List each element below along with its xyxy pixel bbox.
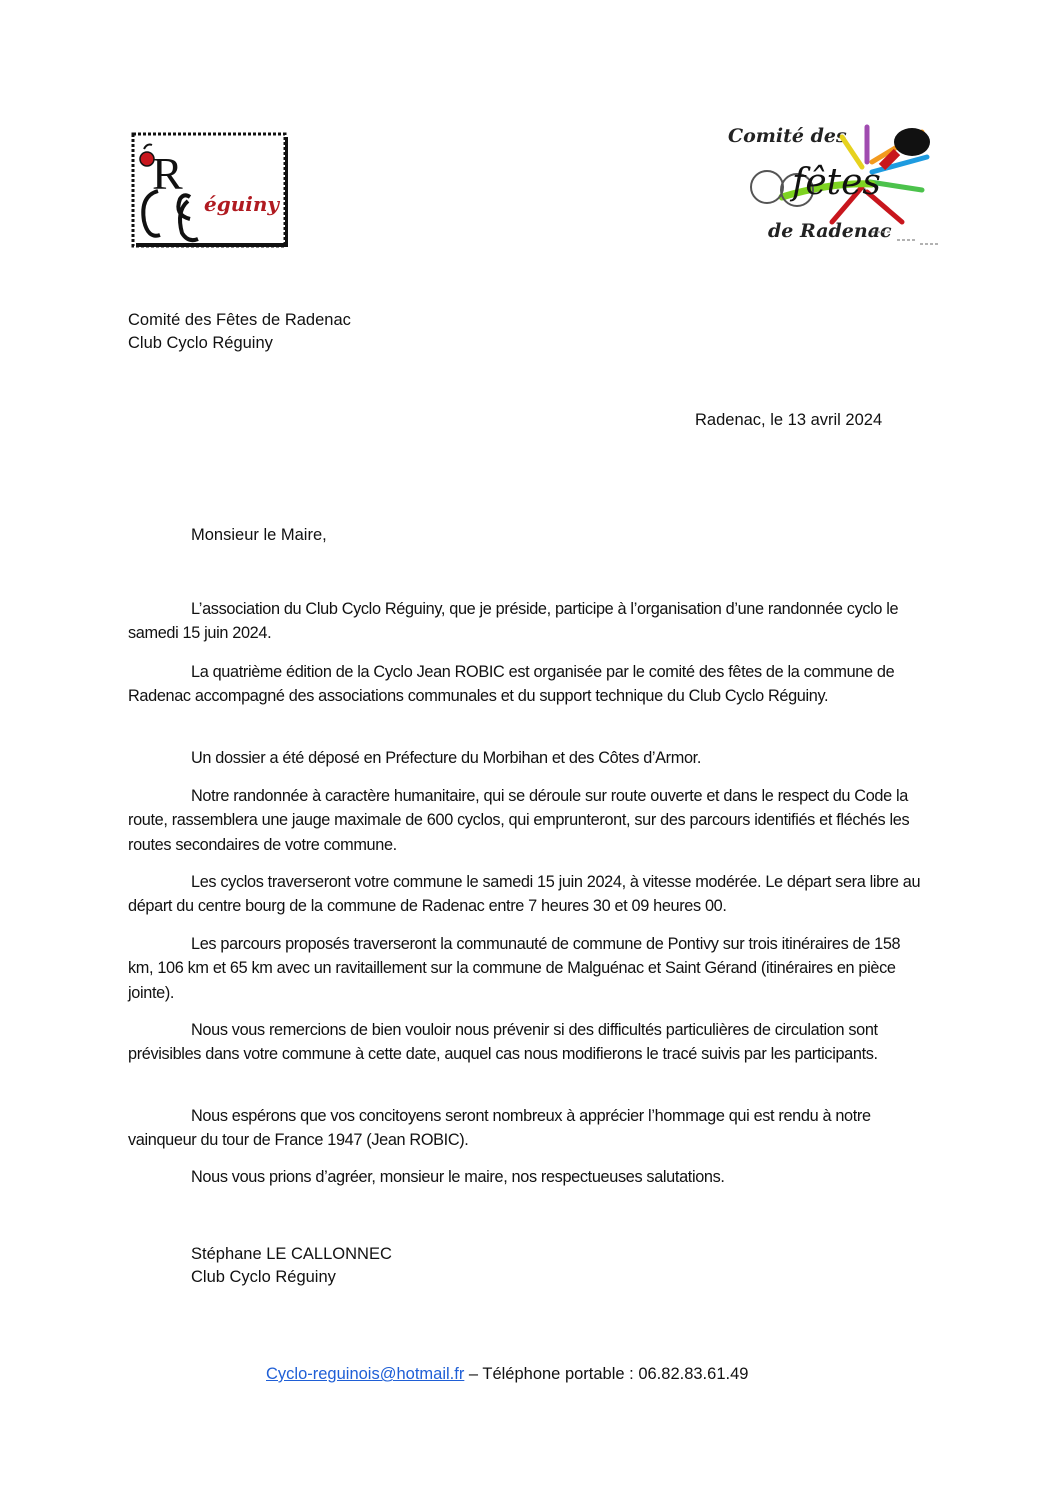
festival-committee-logo-icon bbox=[722, 112, 947, 254]
email-link[interactable]: Cyclo-reguinois@hotmail.fr bbox=[266, 1365, 465, 1383]
date-line: Radenac, le 13 avril 2024 bbox=[695, 411, 883, 429]
svg-text:Comité des: Comité des bbox=[728, 125, 847, 147]
phone-number: 06.82.83.61.49 bbox=[638, 1365, 749, 1383]
phone-label: Téléphone portable : bbox=[482, 1365, 639, 1383]
body-paragraph: Nous vous remercions de bien vouloir nous prévenir si des difficultés particulières de circulation sont prévisibles dans votre commune à cette date, auquel cas nous modifierons le tracé suivis par les participants. bbox=[128, 1021, 878, 1064]
footer-contact bbox=[266, 1362, 748, 1386]
body-paragraph: Notre randonnée à caractère humanitaire, qui se déroule sur route ouverte et dans le respect du Code la route, rassemblera une jauge maximale de 600 cyclos, qui emprunteront, sur des parcours identifiés et fléchés les routes secondaires de votre commune. bbox=[128, 787, 910, 854]
footer-separator: – bbox=[464, 1365, 483, 1383]
body-paragraph: La quatrième édition de la Cyclo Jean ROBIC est organisée par le comité des fêtes de la commune de Radenac accompagné des associations communales et du support technique du Club Cyclo Réguiny. bbox=[128, 663, 895, 706]
body-paragraph: Les parcours proposés traverseront la communauté de commune de Pontivy sur trois itinéraires de 158 km, 106 km et 65 km avec un ravitaillement sur la commune de Malguénac et Saint Gérand (itinéraires en pièce jointe). bbox=[128, 935, 901, 1002]
body-paragraph: L’association du Club Cyclo Réguiny, que je préside, participe à l’organisation d’une randonnée cyclo le samedi 15 juin 2024. bbox=[128, 600, 899, 643]
signature-org: Club Cyclo Réguiny bbox=[191, 1268, 336, 1286]
svg-text:de Radenac: de Radenac bbox=[768, 220, 892, 242]
salutation: Monsieur le Maire, bbox=[191, 526, 327, 544]
body-paragraph: Les cyclos traverseront votre commune le samedi 15 juin 2024, à vitesse modérée. Le départ sera libre au départ du centre bourg de la commune de Radenac entre 7 heures 30 et 09 heures 00. bbox=[128, 873, 921, 916]
svg-text:éguiny: éguiny bbox=[204, 192, 280, 216]
sender-line-1: Comité des Fêtes de Radenac bbox=[128, 311, 351, 329]
svg-text:fêtes: fêtes bbox=[792, 162, 881, 203]
sender-line-2: Club Cyclo Réguiny bbox=[128, 334, 273, 352]
svg-text:R: R bbox=[152, 148, 183, 199]
body-paragraph: Nous espérons que vos concitoyens seront nombreux à apprécier l’hommage qui est rendu à notre vainqueur du tour de France 1947 (Jean ROBIC). bbox=[128, 1107, 871, 1150]
cycling-club-logo-icon bbox=[130, 131, 288, 249]
body-paragraph: Un dossier a été déposé en Préfecture du Morbihan et des Côtes d’Armor. bbox=[191, 749, 702, 767]
comite-des-fetes-logo bbox=[722, 112, 947, 254]
body-paragraph: Nous vous prions d’agréer, monsieur le maire, nos respectueuses salutations. bbox=[191, 1168, 725, 1186]
signature-name: Stéphane LE CALLONNEC bbox=[191, 1245, 392, 1263]
club-cyclo-reguiny-logo bbox=[130, 131, 288, 249]
